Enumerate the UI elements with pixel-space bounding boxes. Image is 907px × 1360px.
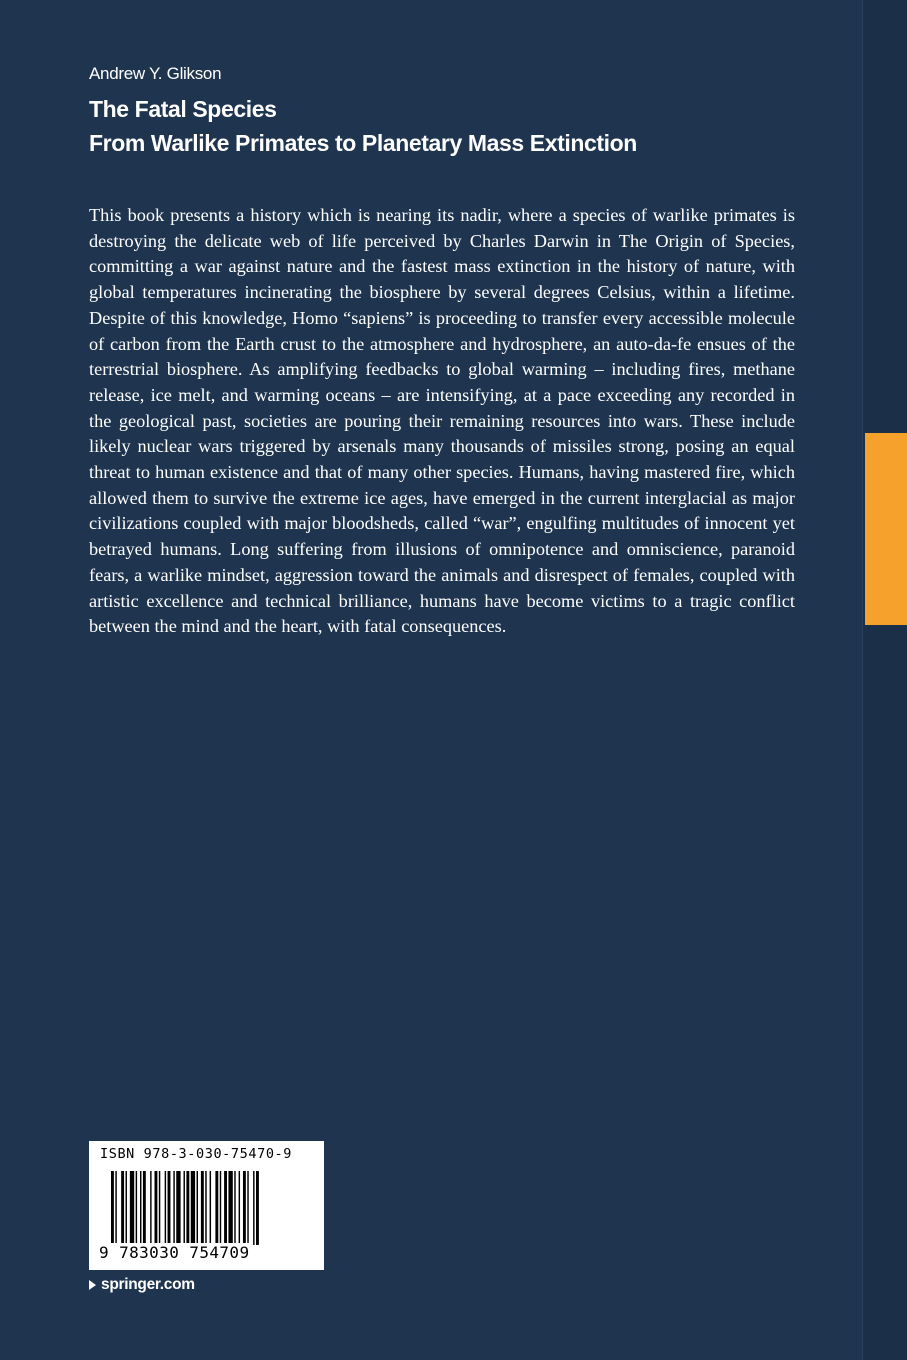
spine-edge: [862, 0, 907, 1360]
arrow-right-icon: [89, 1280, 96, 1290]
barcode-digits: 9 783030 754709: [99, 1243, 250, 1262]
isbn-label: ISBN 978-3-030-75470-9: [100, 1146, 293, 1162]
book-title: The Fatal Species: [89, 96, 277, 122]
author-name: Andrew Y. Glikson: [89, 64, 222, 83]
isbn-barcode: [89, 1141, 324, 1270]
book-subtitle: From Warlike Primates to Planetary Mass Extinction: [89, 130, 637, 156]
orange-accent-bar: [865, 433, 907, 625]
book-description: This book presents a history which is nearing its nadir, where a species of warlike primates is destroying the delicate web of life perceived by Charles Darwin in The Origin of Species, committing a war against nature and the fastest mass extinction in the history of nature, with global temperatures incinerating the biosphere by several degrees Celsius, within a lifetime. Despite of this knowledge, Homo “sapiens” is proceeding to transfer every accessible molecule of carbon from the Earth crust to the atmosphere and hydrosphere, an auto-da-fe ensues of the terrestrial biosphere. As amplifying feedbacks to global warming – including fires, methane release, ice melt, and warming oceans – are intensifying, at a pace exceeding any recorded in the geological past, societies are pouring their remaining resources into wars. These include likely nuclear wars triggered by arsenals many thousands of missiles strong, posing an equal threat to human existence and that of many other species. Humans, having mastered fire, which allowed them to survive the extreme ice ages, have emerged in the current interglacial as major civilizations coupled with major bloodsheds, called “war”, engulfing multitudes of innocent yet betrayed humans. Long suffering from illusions of omnipotence and omniscience, paranoid fears, a warlike mindset, aggression toward the animals and disrespect of females, coupled with artistic excellence and technical brilliance, humans have become victims to a tragic conflict between the mind and the heart, with fatal consequences.: [89, 205, 795, 637]
title-block: [89, 92, 637, 160]
publisher-url: springer.com: [101, 1276, 195, 1293]
publisher-link[interactable]: [89, 1276, 195, 1294]
